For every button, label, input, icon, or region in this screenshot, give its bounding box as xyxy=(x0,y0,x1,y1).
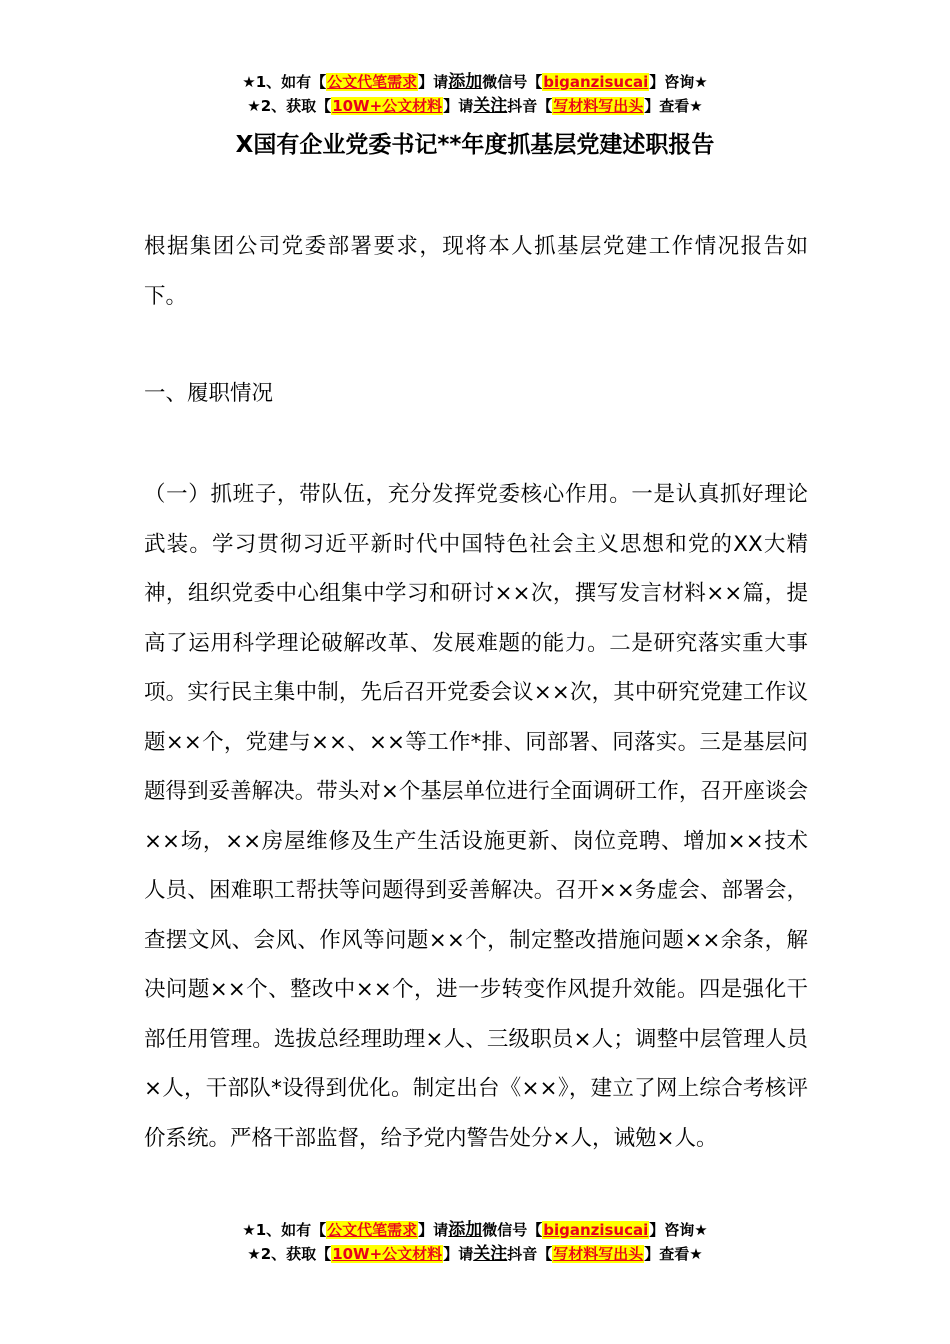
promo-banner-bottom xyxy=(0,1218,950,1266)
promo-text: ★2、获取【 xyxy=(247,1245,332,1263)
promo-text: 】查看★ xyxy=(644,97,703,115)
promo-emphasis: 关注 xyxy=(473,1244,508,1264)
promo-text: 】请 xyxy=(418,73,449,91)
promo-text: ★1、如有【 xyxy=(242,1221,327,1239)
promo-text: ★1、如有【 xyxy=(242,73,327,91)
promo-wechat-id: biganzisucai xyxy=(543,1221,649,1239)
promo-text: 抖音【 xyxy=(507,97,553,115)
promo-wechat-id: biganzisucai xyxy=(543,73,649,91)
promo-text: 】查看★ xyxy=(644,1245,703,1263)
promo-text: 微信号【 xyxy=(482,1221,543,1239)
promo-line-2 xyxy=(0,1242,950,1266)
promo-highlight: 公文代笔需求 xyxy=(327,1221,418,1239)
promo-text: ★2、获取【 xyxy=(247,97,332,115)
promo-douyin-id: 写材料写出头 xyxy=(553,1245,644,1263)
promo-text: 抖音【 xyxy=(507,1245,553,1263)
promo-text: 】请 xyxy=(443,97,474,115)
promo-text: 微信号【 xyxy=(482,73,543,91)
promo-text: 】咨询★ xyxy=(649,1221,708,1239)
intro-paragraph: 根据集团公司党委部署要求，现将本人抓基层党建工作情况报告如下。 xyxy=(144,234,808,309)
section-heading: 一、履职情况 xyxy=(144,381,274,406)
body-paragraph: （一）抓班子，带队伍，充分发挥党委核心作用。一是认真抓好理论武装。学习贯彻习近平新时代中国特色社会主义思想和党的XX大精神，组织党委中心组集中学习和研讨××次，撰写发言材料××篇，提高了运用科学理论破解改革、发展难题的能力。二是研究落实重大事项。实行民主集中制，先后召开党委会议××次，其中研究党建工作议题××个，党建与××、××等工作*排、同部署、同落实。三是基层问题得到妥善解决。带头对×个基层单位进行全面调研工作，召开座谈会××场，××房屋维修及生产生活设施更新、岗位竞聘、增加××技术人员、困难职工帮扶等问题得到妥善解决。召开××务虚会、部署会，查摆文风、会风、作风等问题××个，制定整改措施问题××余条，解决问题××个、整改中××个，进一步转变作风提升效能。四是强化干部任用管理。选拔总经理助理×人、三级职员×人；调整中层管理人员×人，干部队*设得到优化。制定出台《××》，建立了网上综合考核评价系统。严格干部监督，给予党内警告处分×人，诫勉×人。 xyxy=(144,482,808,1151)
promo-text: 】请 xyxy=(443,1245,474,1263)
promo-highlight: 公文代笔需求 xyxy=(327,73,418,91)
promo-douyin-id: 写材料写出头 xyxy=(553,97,644,115)
promo-line-1 xyxy=(0,70,950,94)
promo-highlight: 10W+公文材料 xyxy=(332,97,443,115)
promo-text: 】请 xyxy=(418,1221,449,1239)
promo-highlight: 10W+公文材料 xyxy=(332,1245,443,1263)
document-title: X国有企业党委书记**年度抓基层党建述职报告 xyxy=(235,132,715,158)
promo-emphasis: 添加 xyxy=(448,72,483,92)
promo-emphasis: 添加 xyxy=(448,1220,483,1240)
promo-line-1 xyxy=(0,1218,950,1242)
promo-emphasis: 关注 xyxy=(473,96,508,116)
promo-text: 】咨询★ xyxy=(649,73,708,91)
promo-line-2 xyxy=(0,94,950,118)
promo-banner-top xyxy=(0,70,950,118)
